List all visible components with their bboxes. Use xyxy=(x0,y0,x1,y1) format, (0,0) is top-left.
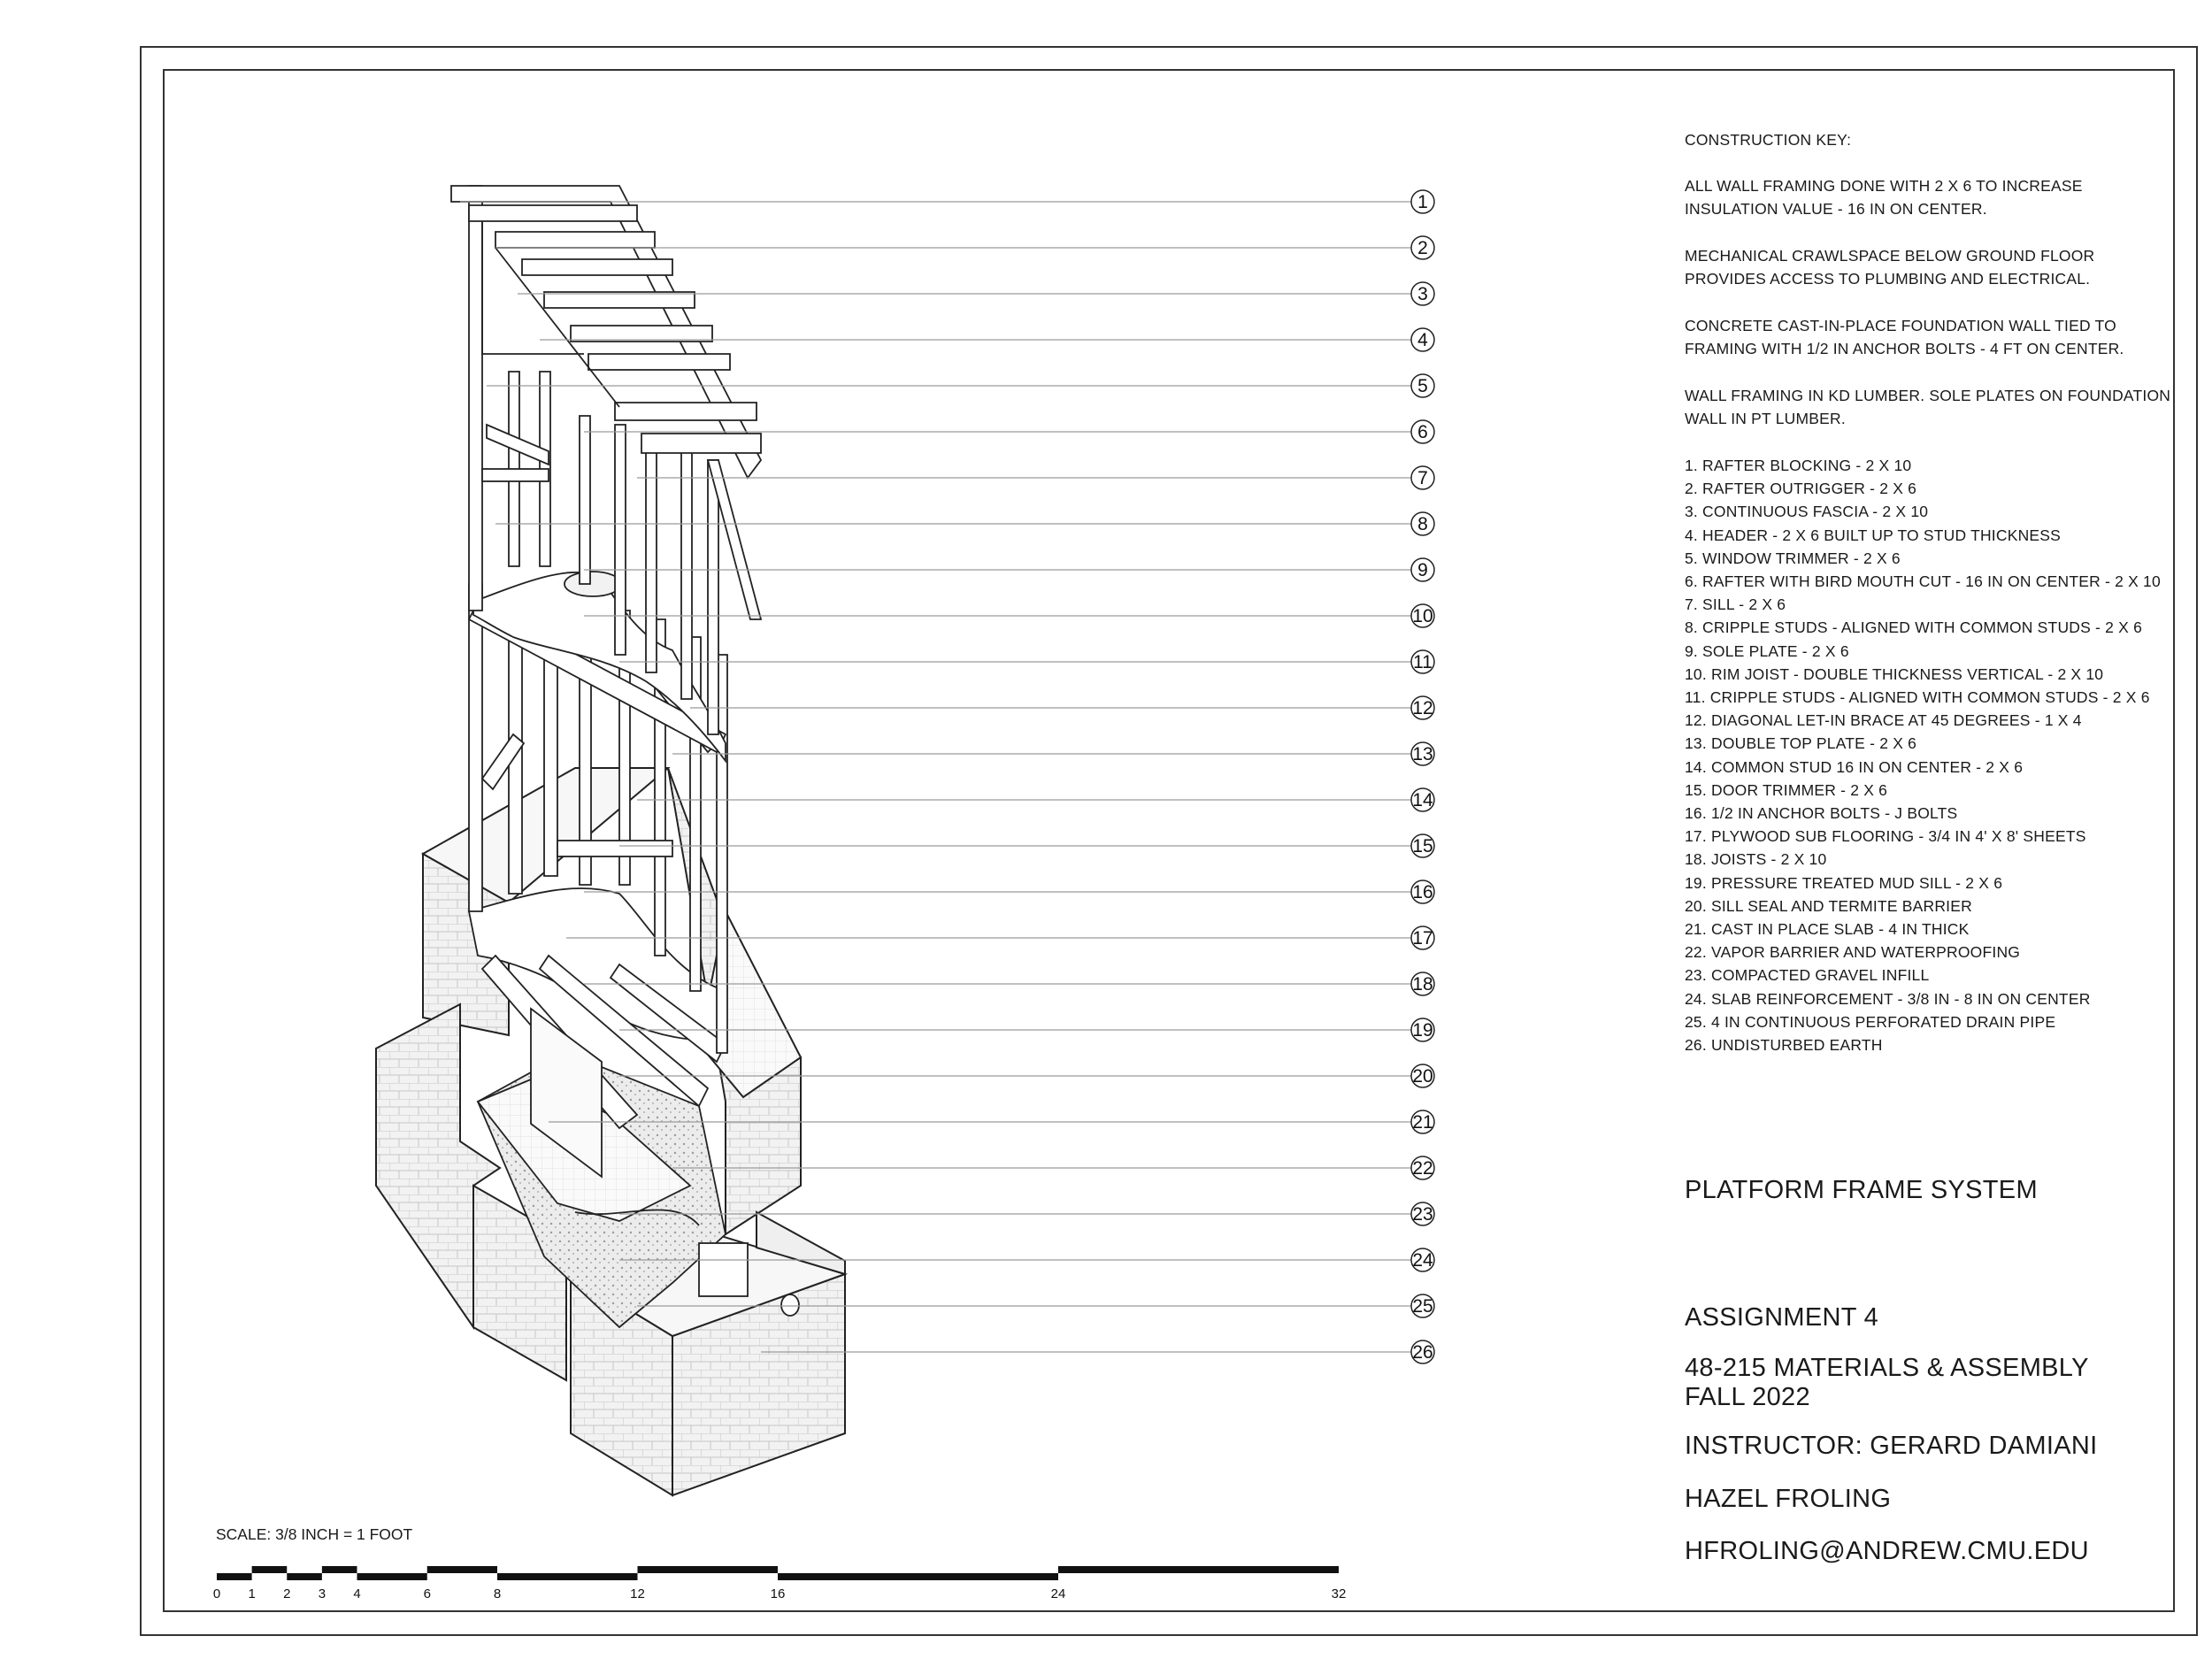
callout-number: 18 xyxy=(1412,974,1433,995)
callout-5 xyxy=(1411,374,1434,397)
callout-number: 7 xyxy=(1417,468,1428,488)
legend-item: 21. CAST IN PLACE SLAB - 4 IN THICK xyxy=(1685,920,1970,939)
callout-19 xyxy=(1411,1018,1434,1041)
scale-label: SCALE: 3/8 INCH = 1 FOOT xyxy=(216,1525,413,1543)
scale-tick-label: 4 xyxy=(353,1586,361,1601)
construction-key-title: CONSTRUCTION KEY: xyxy=(1685,131,1852,149)
legend-item: 26. UNDISTURBED EARTH xyxy=(1685,1036,1883,1055)
legend-item: 3. CONTINUOUS FASCIA - 2 X 10 xyxy=(1685,503,1929,521)
scale-tick-label: 24 xyxy=(1050,1586,1066,1601)
callout-26 xyxy=(1411,1340,1434,1363)
callout-number: 21 xyxy=(1412,1112,1433,1133)
callout-number: 24 xyxy=(1412,1250,1433,1271)
legend-item: 5. WINDOW TRIMMER - 2 X 6 xyxy=(1685,549,1901,567)
scale-tick-label: 32 xyxy=(1331,1586,1347,1601)
callout-number: 9 xyxy=(1417,560,1428,580)
legend-item: 13. DOUBLE TOP PLATE - 2 X 6 xyxy=(1685,734,1917,753)
scale-bar-segment xyxy=(427,1566,497,1573)
callout-number: 6 xyxy=(1417,422,1428,442)
student-name: HAZEL FROLING xyxy=(1685,1485,1892,1513)
callout-number: 15 xyxy=(1412,836,1433,856)
instructor-label: INSTRUCTOR: GERARD DAMIANI xyxy=(1685,1432,2098,1460)
legend-item: 10. RIM JOIST - DOUBLE THICKNESS VERTICAL - 2 X 10 xyxy=(1685,664,2104,683)
callout-15 xyxy=(1411,834,1434,857)
callout-number: 13 xyxy=(1412,744,1433,764)
legend-item: 4. HEADER - 2 X 6 BUILT UP TO STUD THICKNESS xyxy=(1685,526,2062,544)
scale-tick-label: 1 xyxy=(248,1586,256,1601)
legend-item: 22. VAPOR BARRIER AND WATERPROOFING xyxy=(1685,943,2021,962)
callout-number: 23 xyxy=(1412,1204,1433,1225)
legend-item: 6. RAFTER WITH BIRD MOUTH CUT - 16 IN ON CENTER - 2 X 10 xyxy=(1685,572,2161,591)
legend-item: 9. SOLE PLATE - 2 X 6 xyxy=(1685,641,1849,660)
callout-number: 1 xyxy=(1417,192,1428,212)
callout-4 xyxy=(1411,328,1434,351)
scale-bar-segment xyxy=(217,1573,252,1580)
scale-bar-segment xyxy=(252,1566,288,1573)
callout-number: 20 xyxy=(1412,1066,1433,1087)
graphic-scale-bar xyxy=(213,1566,1347,1601)
legend-item: 11. CRIPPLE STUDS - ALIGNED WITH COMMON STUDS - 2 X 6 xyxy=(1685,688,2150,707)
legend-item: 20. SILL SEAL AND TERMITE BARRIER xyxy=(1685,896,1972,915)
scale-bar-segment xyxy=(357,1573,427,1580)
callout-18 xyxy=(1411,972,1434,995)
callout-10 xyxy=(1411,604,1434,627)
callout-number: 22 xyxy=(1412,1158,1433,1179)
callout-number: 2 xyxy=(1417,238,1428,258)
student-email: HFROLING@ANDREW.CMU.EDU xyxy=(1685,1537,2089,1565)
callout-24 xyxy=(1411,1248,1434,1271)
callout-number: 25 xyxy=(1412,1296,1433,1317)
legend-item: 17. PLYWOOD SUB FLOORING - 3/4 IN 4' X 8' SHEETS xyxy=(1685,827,2086,846)
term-label: FALL 2022 xyxy=(1685,1383,1810,1411)
legend-item: 8. CRIPPLE STUDS - ALIGNED WITH COMMON STUDS - 2 X 6 xyxy=(1685,618,2143,637)
callout-1 xyxy=(1411,190,1434,213)
key-note-wall-framing: ALL WALL FRAMING DONE WITH 2 X 6 TO INCREASE INSULATION VALUE - 16 IN ON CENTER. xyxy=(1685,177,2083,218)
scale-tick-label: 6 xyxy=(423,1586,431,1601)
callout-13 xyxy=(1411,742,1434,765)
callout-number: 3 xyxy=(1417,284,1428,304)
legend-item: 14. COMMON STUD 16 IN ON CENTER - 2 X 6 xyxy=(1685,757,2024,776)
scale-tick-label: 12 xyxy=(630,1586,645,1601)
legend-item: 12. DIAGONAL LET-IN BRACE AT 45 DEGREES - 1 X 4 xyxy=(1685,711,2082,730)
callout-16 xyxy=(1411,880,1434,903)
scale-bar-segment xyxy=(778,1573,1058,1580)
scale-bar-segment xyxy=(322,1566,357,1573)
scale-tick-label: 0 xyxy=(212,1586,221,1601)
callout-markers xyxy=(1411,190,1434,1363)
legend-item: 19. PRESSURE TREATED MUD SILL - 2 X 6 xyxy=(1685,873,2003,892)
scale-bar-segment xyxy=(638,1566,779,1573)
callout-20 xyxy=(1411,1064,1434,1087)
key-note-crawlspace: MECHANICAL CRAWLSPACE BELOW GROUND FLOOR PROVIDES ACCESS TO PLUMBING AND ELECTRICAL. xyxy=(1685,247,2095,288)
scale-tick-label: 8 xyxy=(493,1586,502,1601)
callout-2 xyxy=(1411,236,1434,259)
callout-number: 26 xyxy=(1412,1342,1433,1363)
callout-23 xyxy=(1411,1202,1434,1225)
callout-22 xyxy=(1411,1156,1434,1179)
key-note-lumber: WALL FRAMING IN KD LUMBER. SOLE PLATES ON FOUNDATION WALL IN PT LUMBER. xyxy=(1685,387,2171,427)
callout-14 xyxy=(1411,788,1434,811)
assignment-label: ASSIGNMENT 4 xyxy=(1685,1303,1879,1332)
callout-25 xyxy=(1411,1294,1434,1317)
scale-tick-label: 2 xyxy=(283,1586,291,1601)
scale-bar-segment xyxy=(287,1573,322,1580)
legend-item: 1. RAFTER BLOCKING - 2 X 10 xyxy=(1685,457,1912,474)
callout-12 xyxy=(1411,696,1434,719)
legend-item: 24. SLAB REINFORCEMENT - 3/8 IN - 8 IN ON CENTER xyxy=(1685,989,2091,1008)
callout-number: 4 xyxy=(1417,330,1428,350)
callout-number: 16 xyxy=(1412,882,1433,902)
legend-item: 23. COMPACTED GRAVEL INFILL xyxy=(1685,966,1930,985)
system-title: PLATFORM FRAME SYSTEM xyxy=(1685,1176,2038,1204)
construction-legend xyxy=(1685,454,2161,1056)
legend-item: 15. DOOR TRIMMER - 2 X 6 xyxy=(1685,780,1888,799)
callout-8 xyxy=(1411,512,1434,535)
callout-number: 17 xyxy=(1412,928,1433,949)
callout-6 xyxy=(1411,420,1434,443)
callout-number: 11 xyxy=(1413,652,1432,672)
legend-item: 16. 1/2 IN ANCHOR BOLTS - J BOLTS xyxy=(1685,804,1958,823)
callout-21 xyxy=(1411,1110,1434,1133)
legend-item: 25. 4 IN CONTINUOUS PERFORATED DRAIN PIPE xyxy=(1685,1012,2056,1031)
legend-item: 2. RAFTER OUTRIGGER - 2 X 6 xyxy=(1685,480,1917,498)
callout-9 xyxy=(1411,558,1434,581)
callout-17 xyxy=(1411,926,1434,949)
scale-bar-segment xyxy=(497,1573,638,1580)
callout-number: 8 xyxy=(1417,514,1428,534)
callout-3 xyxy=(1411,282,1434,305)
course-label: 48-215 MATERIALS & ASSEMBLY xyxy=(1685,1354,2089,1382)
legend-item: 18. JOISTS - 2 X 10 xyxy=(1685,850,1827,869)
callout-number: 14 xyxy=(1412,790,1433,810)
legend-item: 7. SILL - 2 X 6 xyxy=(1685,595,1786,614)
callout-11 xyxy=(1411,650,1434,673)
scale-tick-label: 3 xyxy=(318,1586,326,1601)
callout-number: 5 xyxy=(1417,376,1428,396)
callout-number: 19 xyxy=(1412,1020,1433,1041)
callout-number: 12 xyxy=(1412,698,1433,718)
scale-tick-label: 16 xyxy=(770,1586,786,1601)
callout-7 xyxy=(1411,466,1434,489)
callout-number: 10 xyxy=(1412,606,1433,626)
key-note-foundation: CONCRETE CAST-IN-PLACE FOUNDATION WALL TIED TO FRAMING WITH 1/2 IN ANCHOR BOLTS - 4 FT ON CENTER. xyxy=(1685,317,2124,357)
scale-bar-segment xyxy=(1058,1566,1339,1573)
